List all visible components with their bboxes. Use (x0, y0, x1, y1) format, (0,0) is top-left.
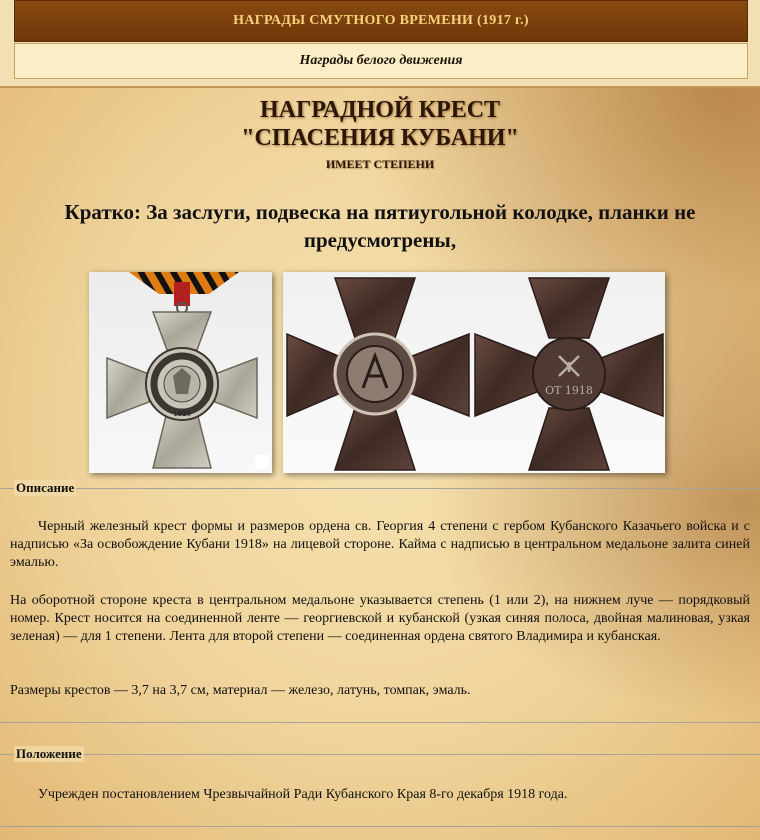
title-line-1: НАГРАДНОЙ КРЕСТ (259, 97, 501, 123)
section-header[interactable] (14, 43, 748, 79)
description-paragraph-1: Черный железный крест формы и размеров ордена св. Георгия 4 степени с гербом Кубанского Казачьего войска и с надписью «За освобождение Кубани 1918» на лицевой стороне. Кайма с надписью в центральном медальоне залита синей эмалью. (10, 519, 750, 570)
reverse-cross (475, 278, 663, 470)
position-legend: Положение (16, 746, 82, 761)
description-rule-top (0, 488, 760, 489)
position-paragraph: Учрежден постановлением Чрезвычайной Ради Кубанского Края 8-го декабря 1918 года. (38, 787, 568, 802)
cross-photo-both-sides (283, 272, 665, 473)
degrees-label: ИМЕЕТ СТЕПЕНИ (325, 157, 435, 171)
site-header[interactable] (14, 0, 748, 42)
reverse-inscription: ОТ 1918 (545, 384, 593, 397)
summary-text: Кратко: За заслуги, подвеска на пятиугольной колодке, планки не предусмотрены, (64, 200, 696, 252)
obverse-cross (287, 278, 469, 470)
position-rule-bottom (0, 826, 760, 827)
page-title (0, 96, 760, 152)
title-line-2: "СПАСЕНИЯ КУБАНИ" (241, 125, 519, 151)
medallion-year: 1918 (173, 410, 191, 418)
section-title[interactable]: Награды белого движения (299, 53, 463, 68)
description-rule-bottom (0, 722, 760, 723)
description-legend: Описание (16, 480, 75, 495)
description-paragraph-2: На оборотной стороне креста в центральном медальоне указывается степень (1 или 2), на нижнем луче — порядковый номер. Крест носится на соединенной ленте — георгиевской и кубанской (узкая синяя полоса, двойная малиновая, узкая зеленая) — для 1 степени. Лента для второй степени — соединенная ордена святого Владимира и кубанская. (10, 593, 750, 644)
site-title[interactable]: НАГРАДЫ СМУТНОГО ВРЕМЕНИ (1917 г.) (233, 13, 529, 28)
silver-cross-image (89, 272, 272, 473)
position-rule-top (0, 754, 760, 755)
dark-crosses-image (283, 272, 665, 473)
cross-photo-obverse (89, 272, 272, 473)
description-paragraph-3: Размеры крестов — 3,7 на 3,7 см, материал — железо, латунь, томпак, эмаль. (10, 683, 471, 698)
